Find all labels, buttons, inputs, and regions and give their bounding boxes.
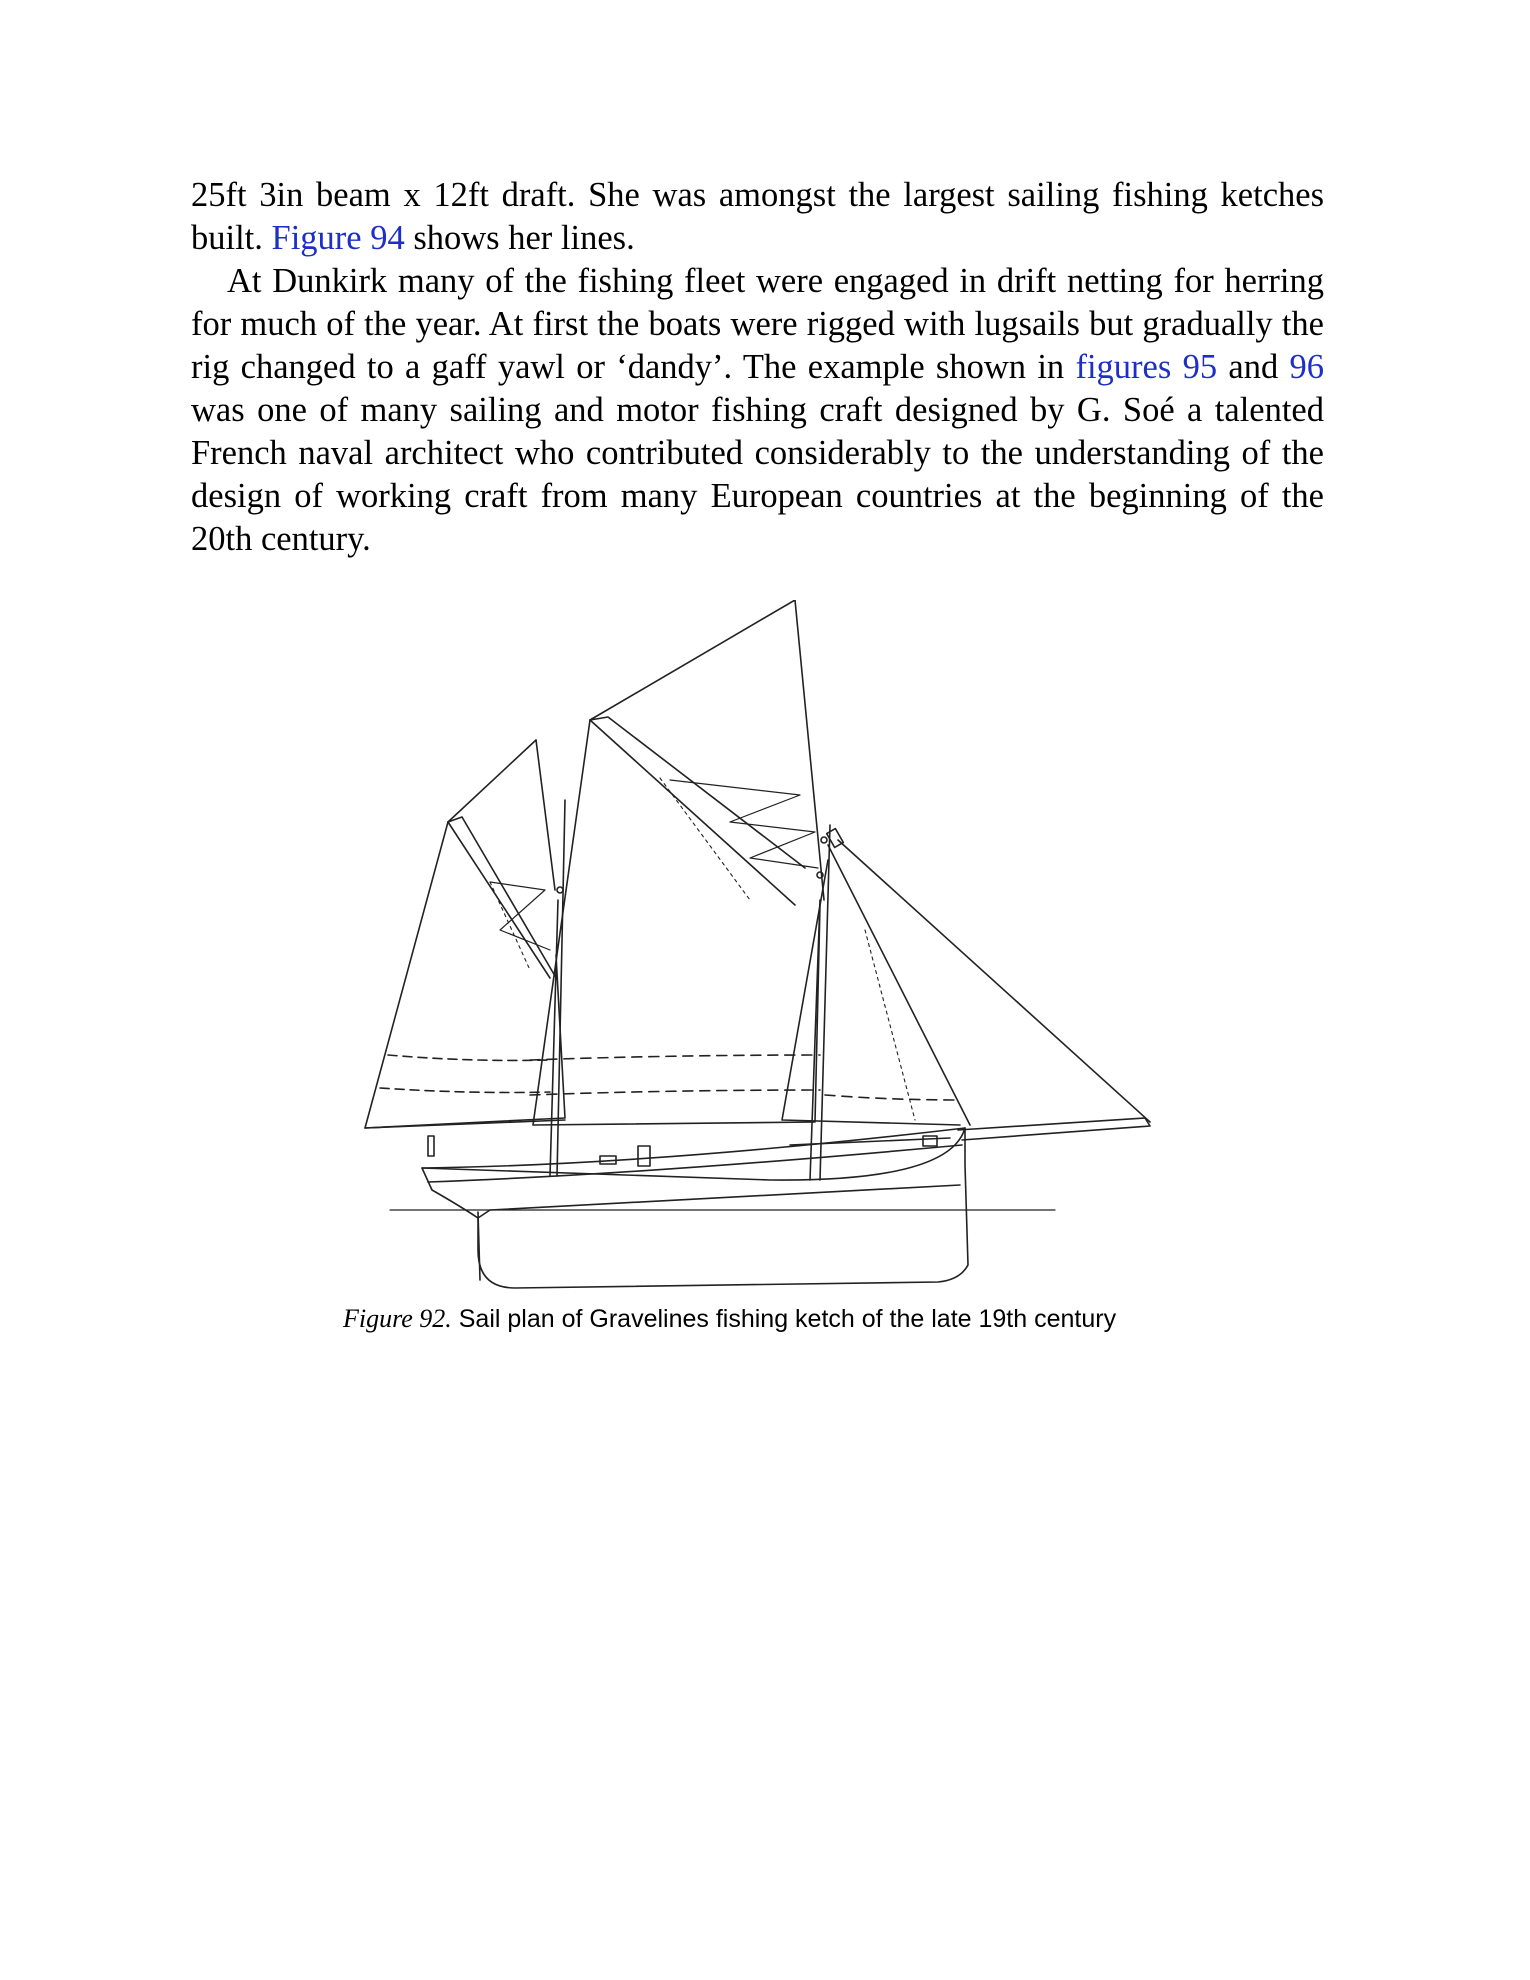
- paragraph-2-text-a: At Dunkirk many of the fishing fleet were engaged in drift netting for herring for much of the year. At first the boats were rigged with lugsails but gradually the rig changed to a gaff yawl or ‘dandy’. The example shown in: [191, 262, 1324, 386]
- body-text: [191, 174, 1324, 561]
- mizzen-sail: [365, 822, 565, 1128]
- paragraph-2-text-and: and: [1217, 348, 1290, 386]
- forestay: [828, 845, 970, 1125]
- main-topsail-luff: [590, 600, 795, 720]
- staysail: [782, 860, 960, 1125]
- rudder-post: [478, 1212, 480, 1280]
- main-reef-2: [530, 1090, 820, 1095]
- mizzen-reef-1: [388, 1055, 548, 1060]
- deck-fitting-windlass: [923, 1136, 937, 1146]
- figure-label: Figure 92.: [343, 1304, 452, 1333]
- deck-fitting-hatch: [638, 1146, 650, 1166]
- jib-stay: [838, 840, 1150, 1122]
- hull-sheer: [422, 1128, 965, 1168]
- fore-reef: [825, 1095, 960, 1100]
- ketch-sail-plan-drawing: [350, 600, 1180, 1300]
- bowsprit: [958, 1118, 1150, 1140]
- figure-caption-text: Sail plan of Gravelines fishing ketch of the late 19th century: [451, 1305, 1117, 1333]
- main-peak-halyards: [670, 780, 818, 868]
- figure-94-link[interactable]: Figure 94: [271, 219, 405, 257]
- main-gaff: [590, 717, 805, 868]
- figure-95-link[interactable]: figures 95: [1075, 348, 1218, 386]
- paragraph-1: [191, 174, 1324, 260]
- paragraph-2-text-b: was one of many sailing and motor fishing craft designed by G. Soé a talented French naval architect who contributed considerably to the understanding of the design of working craft from many European countries at the beginning of the 20th century.: [191, 391, 1324, 558]
- main-topmast: [795, 600, 824, 900]
- staysail-dotted: [865, 930, 915, 1120]
- mizzen-gaff: [448, 822, 550, 978]
- paragraph-1-text-a: 25ft 3in beam x 12ft draft. She was amongst the largest sailing fishing ketches built.: [191, 176, 1324, 257]
- mizzen-reef-2: [380, 1088, 550, 1093]
- figure-96-link[interactable]: 96: [1289, 348, 1324, 386]
- mizzen-topsail-luff: [448, 740, 536, 822]
- hull-rail: [428, 1145, 962, 1182]
- paragraph-1-text-b: shows her lines.: [404, 219, 635, 257]
- keel-line: [478, 1185, 960, 1218]
- mizzen-boom: [365, 1120, 565, 1128]
- block-1: [821, 837, 827, 843]
- mizzen-dotted-sheet: [490, 882, 530, 970]
- block-3: [557, 887, 563, 893]
- deck-fitting-aft: [428, 1136, 434, 1156]
- figure-caption: [343, 1302, 1243, 1336]
- main-dotted-sheet: [660, 778, 750, 900]
- mizzen-gaff-jaws: [448, 817, 555, 976]
- main-gaff-lower: [590, 720, 795, 905]
- sail-plan-figure: [350, 600, 1180, 1300]
- paragraph-2: [191, 260, 1324, 561]
- mizzen-mast-inner: [550, 900, 558, 1176]
- main-reef-1: [530, 1055, 820, 1060]
- mizzen-topmast: [536, 740, 555, 890]
